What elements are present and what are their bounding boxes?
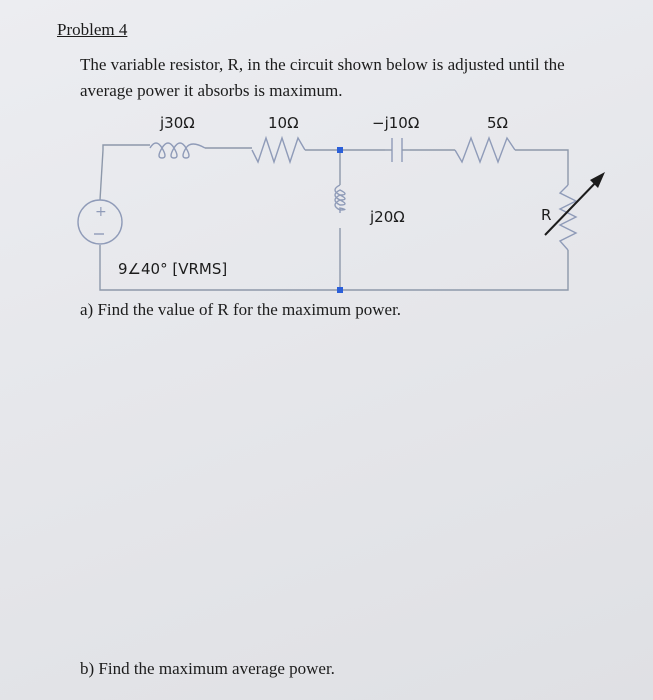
node-marker-top (337, 147, 343, 153)
label-variable-resistor: R (541, 206, 552, 224)
question-b: b) Find the maximum average power. (80, 659, 335, 678)
label-capacitor: −j10Ω (372, 114, 420, 132)
label-inductor-j20: j20Ω (370, 208, 405, 226)
circuit-diagram (0, 0, 653, 300)
label-inductor-j30: j30Ω (160, 114, 195, 132)
inductor-j20-symbol (335, 185, 345, 213)
top-wire-5 (515, 150, 568, 185)
label-voltage-source: 9∠40° [VRMS] (118, 260, 228, 278)
inductor-j30-symbol (150, 143, 205, 158)
label-resistor-5: 5Ω (487, 114, 509, 132)
resistor-5-symbol (455, 138, 515, 162)
top-wire (103, 145, 150, 150)
resistor-10-symbol (252, 138, 305, 162)
variable-arrow-shaft (545, 178, 600, 235)
source-plus-sign: + (95, 204, 107, 220)
problem-title: Problem 4 (57, 20, 128, 39)
left-wire (100, 150, 103, 200)
question-a: a) Find the value of R for the maximum power. (80, 300, 402, 319)
node-marker-bottom (337, 287, 343, 293)
problem-statement: The variable resistor, R, in the circuit shown below is adjusted until the average power it absorbs is maximum. (80, 55, 565, 100)
label-resistor-10: 10Ω (268, 114, 299, 132)
